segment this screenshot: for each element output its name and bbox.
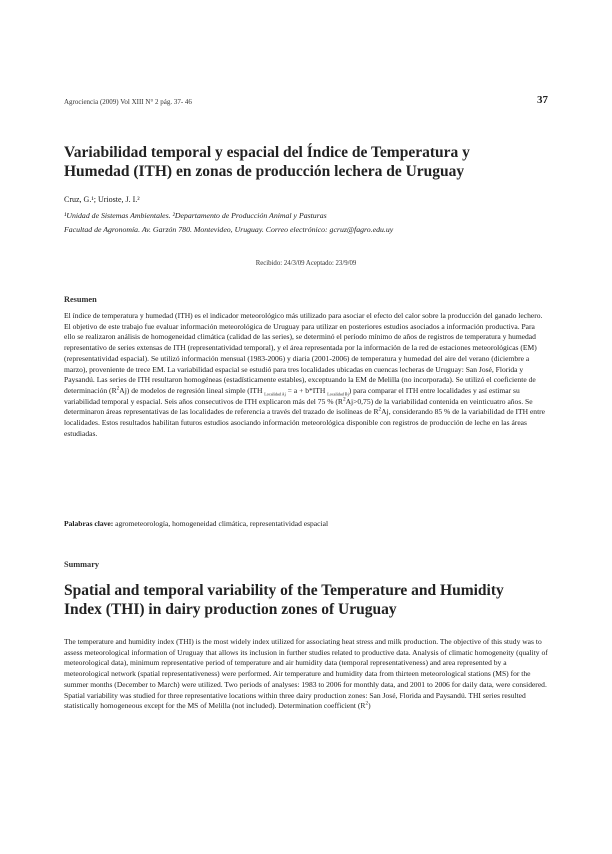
- resumen-text-4: ) para comparar el ITH entre localidades y así estimar su variabilidad temporal y espacial. Seis años consecutivos de ITH explicaron más del 75 % (R: [64, 385, 520, 406]
- page-number: 37: [537, 94, 548, 106]
- resumen-text-5: Aj>0,75) de la variabilidad contenida en veinticuatro años. Se determinaron áreas representativas de las localidades de referencia a través del trazado de isolíneas de R: [64, 396, 533, 417]
- resumen-heading: Resumen: [64, 295, 97, 304]
- superscript: 2: [378, 406, 382, 413]
- summary-heading: Summary: [64, 560, 100, 569]
- spanish-title-line-2: Humedad (ITH) en zonas de producción lechera de Uruguay: [64, 163, 465, 180]
- keywords: [64, 519, 548, 528]
- resumen-text-6: Aj, considerando 85 % de la variabilidad de ITH entre localidades. Estos resultados habilitan futuros estudios asociando información meteorológica disponible con registros de producción de leche en las áreas estudiadas.: [64, 407, 546, 438]
- superscript: 2: [365, 700, 369, 707]
- resumen-text-1: El índice de temperatura y humedad (ITH) es el indicador meteorológico más utilizado para asociar el efecto del calor sobre la producción del ganado lechero. El objetivo de este trabajo fue evaluar información meteorológica de Uruguay para utilizar en posteriores estudios asociados a información productiva. Para ello se realizaron análisis de homogeneidad climática (calidad de las series), se determinó el período mínimo de años de registros de temperatura y humedad representativo de series extensas de ITH (representatividad temporal), y el área representada por la información de la red de estaciones meteorológicas (EM) (representatividad espacial). Se utilizó información mensual (1983-2006) y diaria (2001-2006) de temperatura y humedad del aire del verano (diciembre a marzo), proveniente de trece EM. La variabilidad espacial se estudió para tres localidades ubicadas en cuencas lecheras de Uruguay: San José, Florida y Paysandú. Las series de ITH resultaron homogéneas (estadísticamente estables), exceptuando la EM de Melilla (no incorporada). Se utilizó el coeficiente de determinación (R: [64, 311, 543, 395]
- keywords-text: agrometeorología, homogeneidad climática, representatividad espacial: [113, 519, 329, 528]
- summary-text-2: ): [368, 701, 371, 711]
- affiliation-units: ¹Unidad de Sistemas Ambientales. ²Departamento de Producción Animal y Pasturas: [64, 211, 327, 220]
- journal-reference: Agrociencia (2009) Vol XIII N° 2 pág. 37- 46: [64, 98, 192, 106]
- spanish-title: [64, 143, 548, 181]
- subscript: Localidad Aj: [264, 391, 286, 397]
- spanish-title-line-1: Variabilidad temporal y espacial del Índice de Temperatura y: [64, 144, 470, 161]
- keywords-label: Palabras clave:: [64, 519, 114, 528]
- english-title: [64, 581, 548, 619]
- received-accepted-dates: Recibido: 24/3/09 Aceptado: 23/9/09: [255, 260, 357, 267]
- authors: Cruz, G.¹; Urioste, J. I.²: [64, 195, 140, 204]
- resumen-text-2: Aj) de modelos de regresión lineal simple (ITH: [119, 385, 265, 395]
- english-title-line-1: Spatial and temporal variability of the Temperature and Humidity: [64, 582, 504, 599]
- summary-paragraph: [64, 637, 548, 712]
- summary-text-1: The temperature and humidity index (THI) is the most widely index utilized for associating heat stress and milk production. The objective of this study was to assess meteorological information of Uruguay that allows its inclusion in further studies related to productive data. Analysis of climatic homogeneity (quality of meteorological data), minimum representative period of temperature and air humidity data (temporal representativeness) and area represented by a meteorological network (spatial representativeness) were performed. Air temperature and humidity data from thirteen meteorological stations (MS) for the summer months (December to March) were utilized. Two periods of analyses: 1983 to 2006 for monthly data, and 2001 to 2006 for daily data, were considered. Spatial variability was studied for three representative locations within three dairy production zones: San José, Florida and Paysandú. THI series resulted statistically homogeneous except for the MS of Melilla (not included). Determination coefficient (R: [64, 637, 548, 711]
- resumen-text-3: = a + b*ITH: [285, 385, 328, 395]
- superscript: 2: [116, 385, 120, 392]
- english-title-line-2: Index (THI) in dairy production zones of Uruguay: [64, 601, 397, 618]
- subscript: Localidad Bj: [327, 391, 349, 397]
- affiliation-address: Facultad de Agronomía. Av. Garzón 780. Montevideo, Uruguay. Correo electrónico: gcruz@fagro.edu.uy: [64, 225, 394, 234]
- resumen-paragraph: [64, 311, 548, 439]
- superscript: 2: [342, 396, 346, 403]
